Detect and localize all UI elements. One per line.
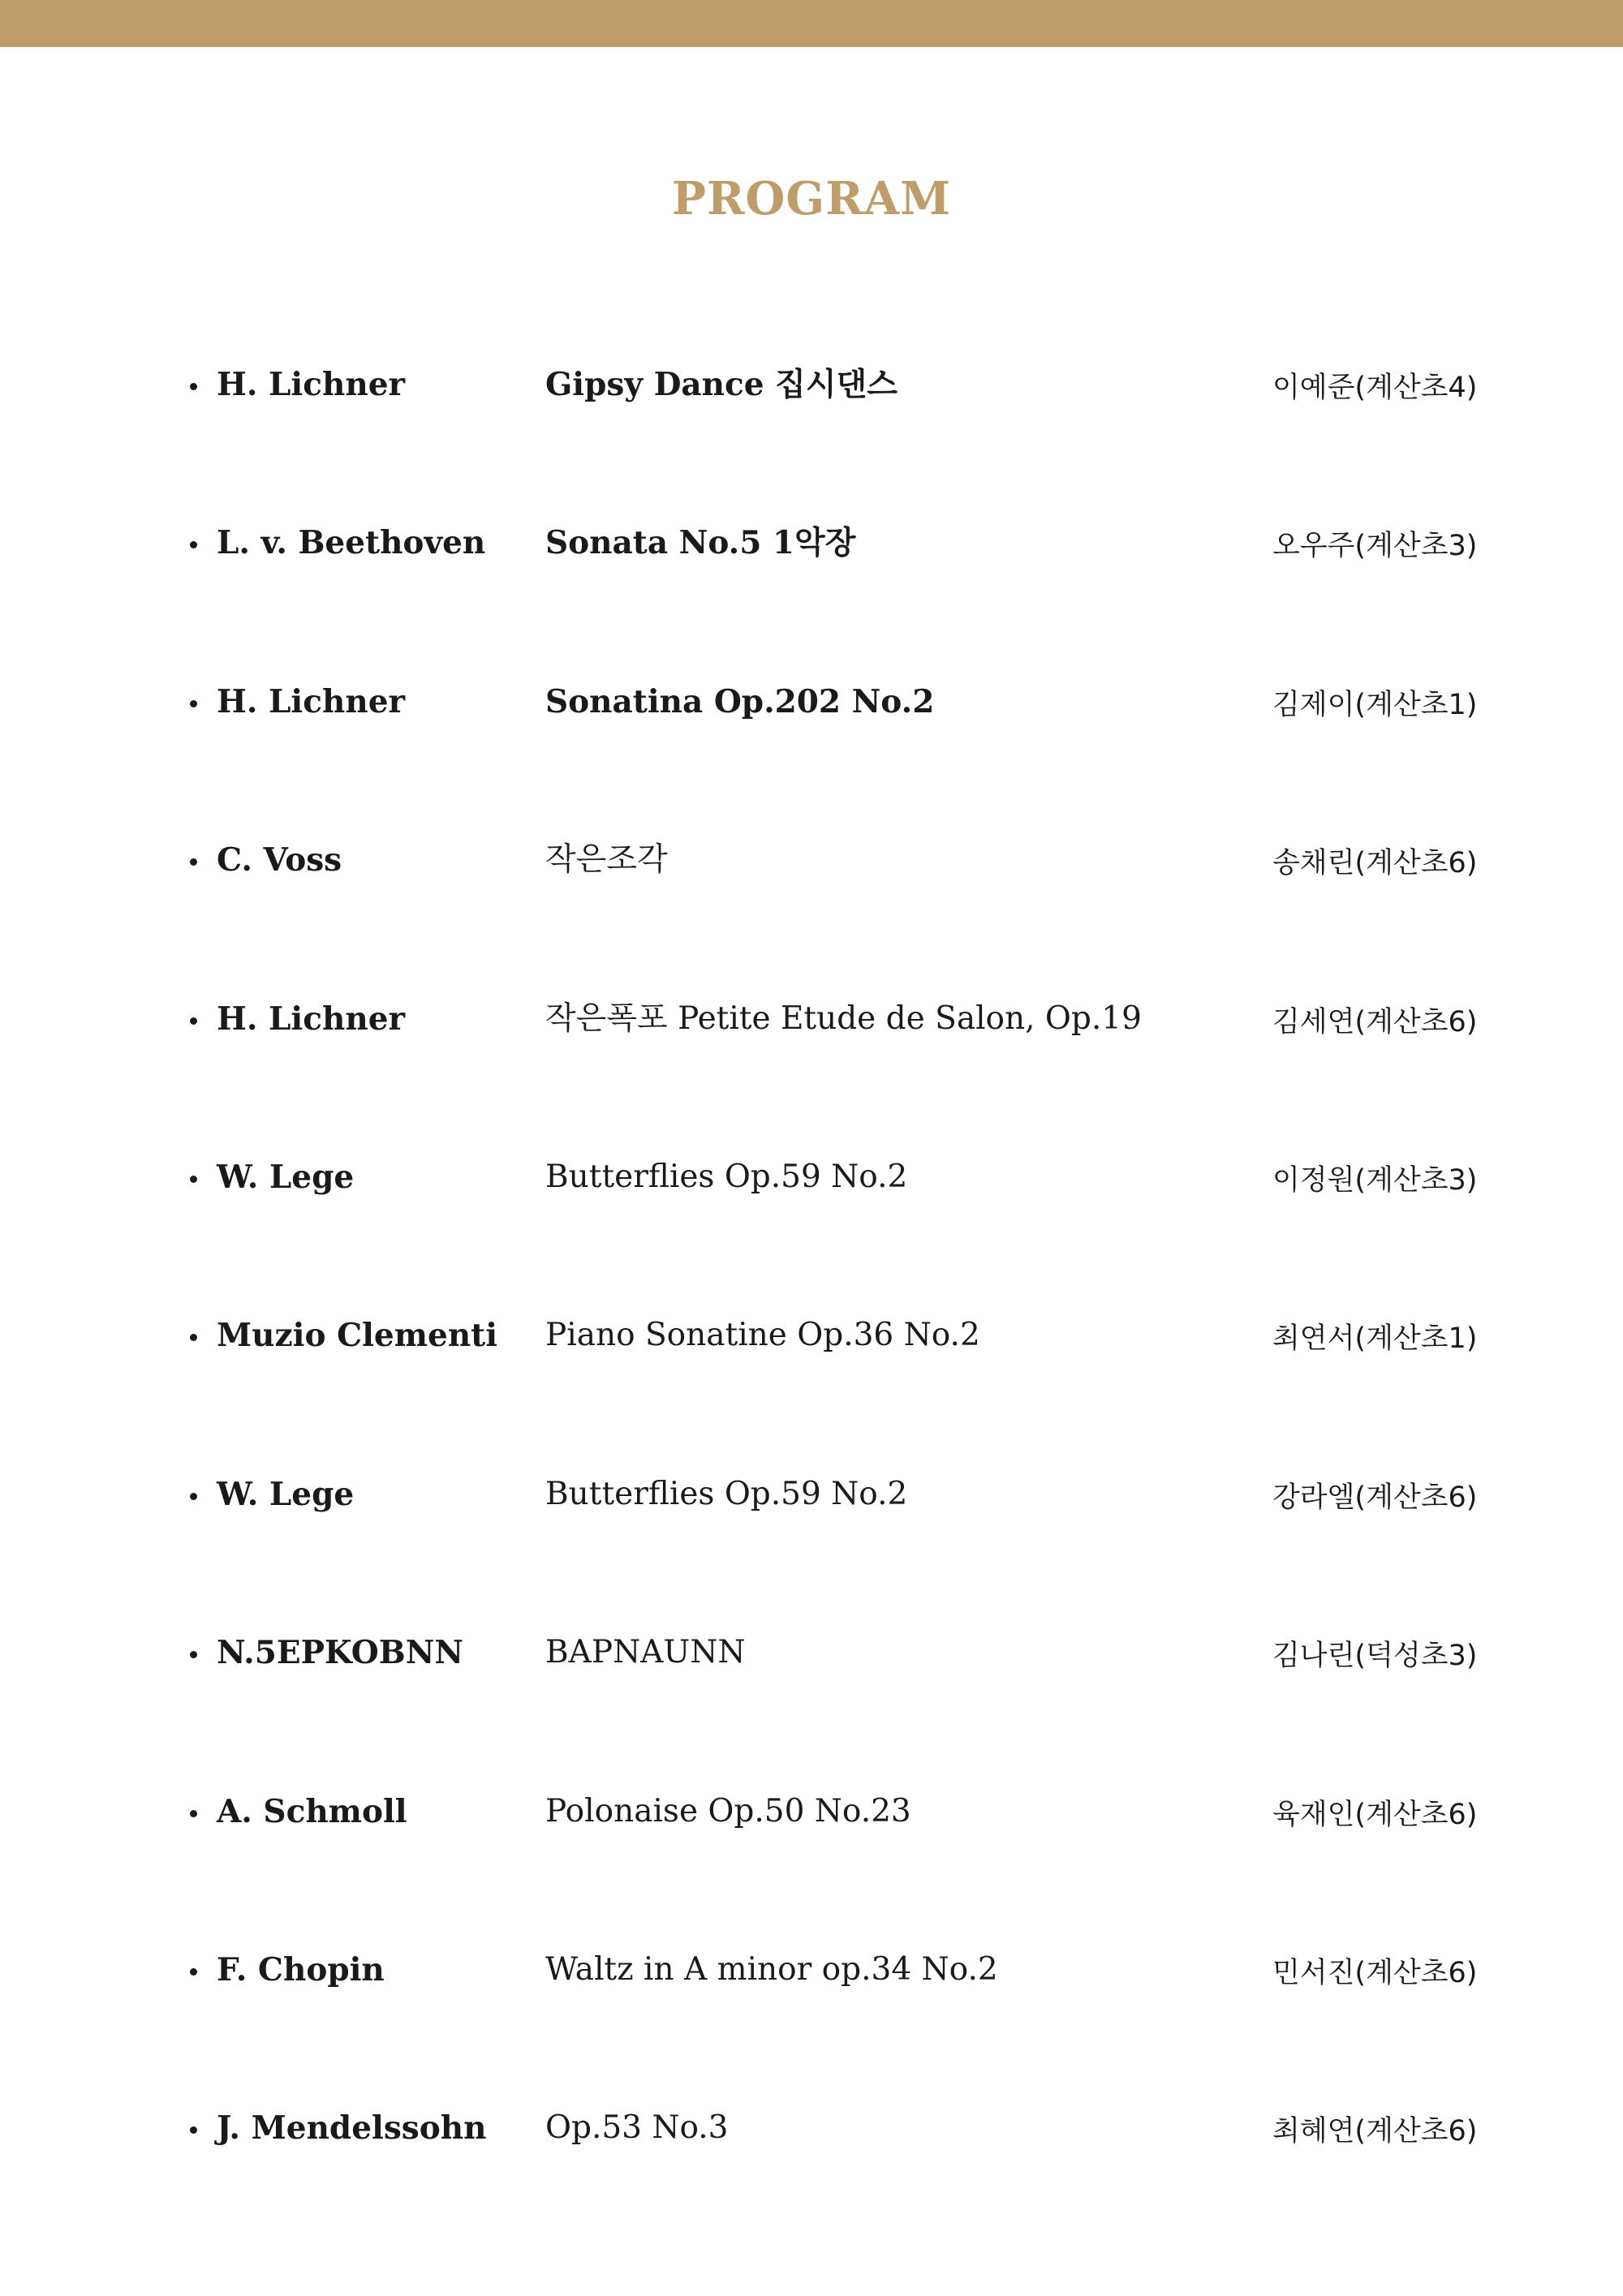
performer-name: 송채린(계산초6) <box>1272 847 1478 879</box>
composer-name: H. Lichner <box>217 1000 406 1038</box>
performer-name: 강라엘(계산초6) <box>1272 1481 1478 1514</box>
composer-name: Muzio Clementi <box>217 1317 498 1354</box>
piece-title: Butterflies Op.59 No.2 <box>545 1476 908 1512</box>
composer-name: W. Lege <box>217 1476 355 1513</box>
piece-title: Sonata No.5 1악장 <box>545 524 856 561</box>
piece-title: Sonatina Op.202 No.2 <box>545 683 935 720</box>
piece-title: 작은폭포 Petite Etude de Salon, Op.19 <box>545 1000 1142 1037</box>
program-row <box>0 1148 1623 1213</box>
composer-name: W. Lege <box>217 1159 355 1196</box>
bullet-icon <box>190 700 197 707</box>
composer-name: C. Voss <box>217 841 342 879</box>
bullet-icon <box>190 1810 197 1817</box>
program-row <box>0 1623 1623 1688</box>
piece-title: Waltz in A minor op.34 No.2 <box>545 1951 998 1988</box>
program-row <box>0 831 1623 896</box>
performer-name: 김세연(계산초6) <box>1272 1006 1478 1038</box>
bullet-icon <box>190 541 197 548</box>
performer-name: 이정원(계산초3) <box>1272 1164 1478 1197</box>
bullet-icon <box>190 1176 197 1183</box>
performer-name: 이예준(계산초4) <box>1272 372 1478 404</box>
performer-name: 김나린(덕성초3) <box>1272 1640 1478 1672</box>
program-row <box>0 673 1623 737</box>
page-title: PROGRAM <box>671 172 952 226</box>
program-row <box>0 990 1623 1055</box>
program-row <box>0 1941 1623 2006</box>
composer-name: J. Mendelssohn <box>217 2109 487 2147</box>
piece-title: Gipsy Dance 집시댄스 <box>545 366 898 403</box>
piece-title: Op.53 No.3 <box>545 2109 729 2146</box>
bullet-icon <box>190 1968 197 1976</box>
bullet-icon <box>190 1651 197 1658</box>
performer-name: 최혜연(계산초6) <box>1272 2115 1478 2148</box>
piece-title: Polonaise Op.50 No.23 <box>545 1793 911 1829</box>
program-row <box>0 514 1623 578</box>
program-row <box>0 1465 1623 1530</box>
bullet-icon <box>190 2126 197 2134</box>
piece-title: BAPNAUNN <box>545 1634 746 1670</box>
composer-name: A. Schmoll <box>217 1793 407 1830</box>
bullet-icon <box>190 1334 197 1341</box>
performer-name: 육재인(계산초6) <box>1272 1799 1478 1831</box>
composer-name: F. Chopin <box>217 1951 385 1989</box>
program-row <box>0 355 1623 420</box>
composer-name: H. Lichner <box>217 683 406 720</box>
bullet-icon <box>190 1017 197 1025</box>
performer-name: 민서진(계산초6) <box>1272 1957 1478 1989</box>
program-row <box>0 1782 1623 1847</box>
bullet-icon <box>190 858 197 866</box>
performer-name: 최연서(계산초1) <box>1272 1322 1478 1355</box>
composer-name: N.5EPKOBNN <box>217 1634 464 1671</box>
piece-title: 작은조각 <box>545 841 668 878</box>
piece-title: Piano Sonatine Op.36 No.2 <box>545 1317 980 1353</box>
performer-name: 오우주(계산초3) <box>1272 530 1478 562</box>
composer-name: L. v. Beethoven <box>217 524 486 561</box>
bullet-icon <box>190 383 197 390</box>
program-row <box>0 2099 1623 2164</box>
bullet-icon <box>190 1493 197 1500</box>
program-row <box>0 1306 1623 1371</box>
piece-title: Butterflies Op.59 No.2 <box>545 1159 908 1195</box>
performer-name: 김제이(계산초1) <box>1272 689 1478 721</box>
composer-name: H. Lichner <box>217 366 406 403</box>
